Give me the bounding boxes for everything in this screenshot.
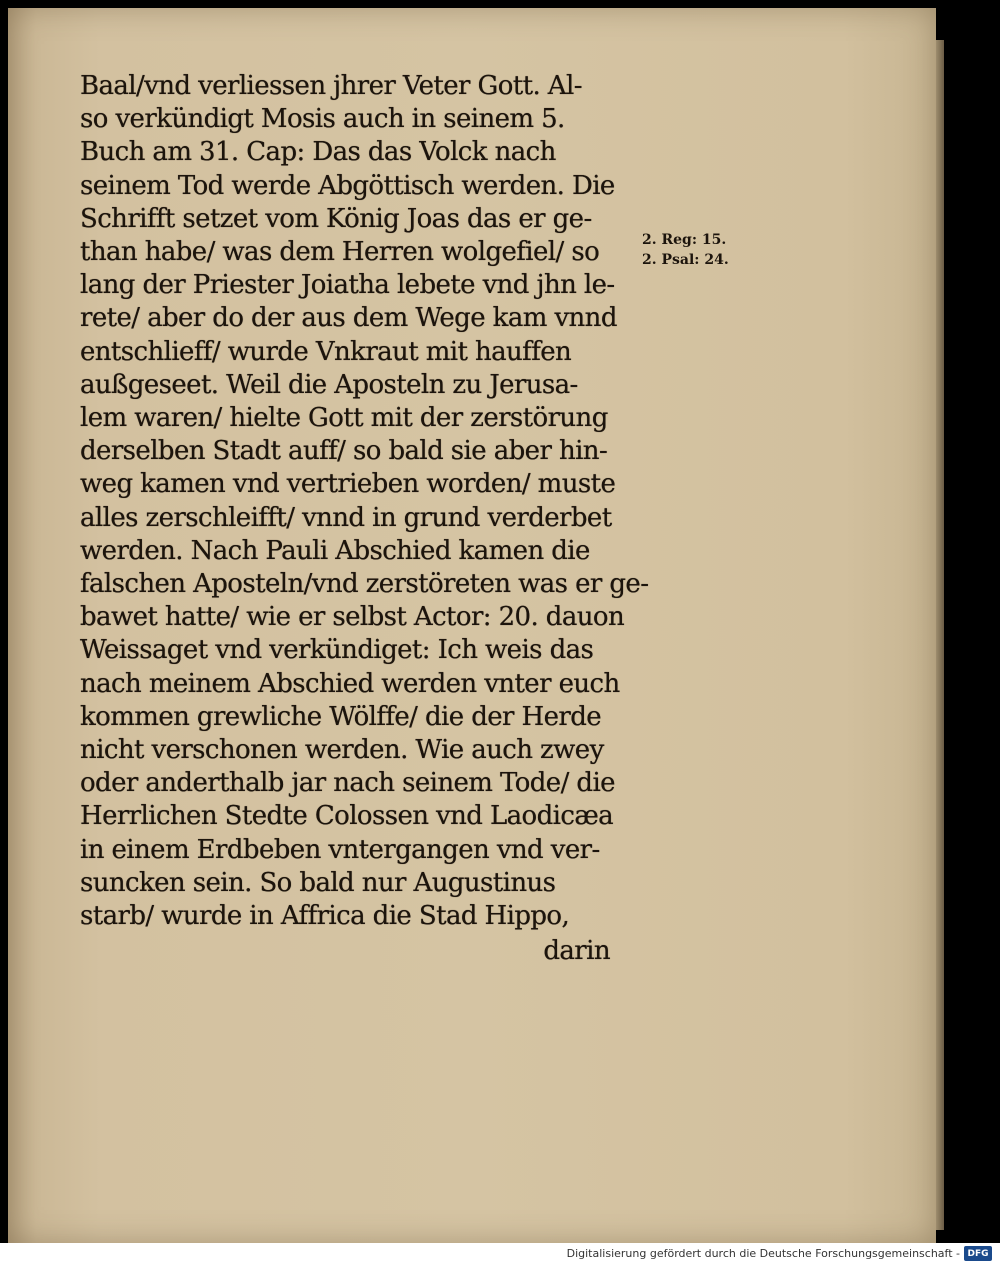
- text-line: lem waren/ hielte Gott mit der zerstörung: [80, 403, 608, 434]
- text-line: Baal/vnd verliessen jhrer Veter Gott. Al-: [80, 71, 582, 101]
- text-line: werden. Nach Pauli Abschied kamen die: [80, 535, 590, 566]
- text-line: bawet hatte/ wie er selbst Actor: 20. dauon: [80, 602, 625, 633]
- footer-bar: [0, 1243, 1000, 1265]
- text-line: Weissaget vnd verkündiget: Ich weis das: [80, 635, 594, 666]
- main-text-block: [80, 70, 649, 968]
- text-line: oder anderthalb jar nach seinem Tode/ die: [80, 768, 615, 799]
- margin-note-reference: 2. Psal: 24.: [642, 252, 729, 268]
- margin-notes: [642, 230, 772, 270]
- text-line: lang der Priester Joiatha lebete vnd jhn le-: [80, 270, 615, 301]
- text-line: falschen Aposteln/vnd zerstöreten was er ge-: [80, 569, 649, 600]
- text-line: so verkündigt Mosis auch in seinem 5.: [80, 104, 565, 135]
- text-line: starb/ wurde in Affrica die Stad Hippo,: [80, 901, 570, 932]
- text-line: nach meinem Abschied werden vnter euch: [80, 668, 620, 699]
- page-edge: [936, 40, 944, 1230]
- text-line: in einem Erdbeben vntergangen vnd ver-: [80, 834, 600, 865]
- text-line: than habe/ was dem Herren wolgefiel/ so: [80, 237, 600, 268]
- funding-credit: Digitalisierung gefördert durch die Deutsche Forschungsgemeinschaft -: [566, 1247, 960, 1260]
- text-line: kommen grewliche Wölffe/ die der Herde: [80, 701, 602, 732]
- text-line: seinem Tod werde Abgöttisch werden. Die: [80, 170, 615, 201]
- text-line: alles zerschleifft/ vnnd in grund verderbet: [80, 502, 612, 533]
- text-line: weg kamen vnd vertrieben worden/ muste: [80, 469, 616, 500]
- text-line: entschlieff/ wurde Vnkraut mit hauffen: [80, 336, 572, 367]
- text-line: rete/ aber do der aus dem Wege kam vnnd: [80, 303, 617, 334]
- margin-note-reference: 2. Reg: 15.: [642, 232, 727, 248]
- text-line: suncken sein. So bald nur Augustinus: [80, 867, 556, 898]
- text-line: außgeseet. Weil die Aposteln zu Jerusa-: [80, 369, 578, 400]
- text-line: Schrifft setzet vom König Joas das er ge-: [80, 203, 592, 234]
- text-line: derselben Stadt auff/ so bald sie aber hin-: [80, 436, 608, 467]
- dfg-logo: DFG: [964, 1246, 992, 1261]
- text-line: Buch am 31. Cap: Das das Volck nach: [80, 137, 556, 168]
- text-line: nicht verschonen werden. Wie auch zwey: [80, 735, 604, 766]
- catchword: darin: [543, 936, 610, 967]
- text-line: Herrlichen Stedte Colossen vnd Laodicæa: [80, 801, 614, 832]
